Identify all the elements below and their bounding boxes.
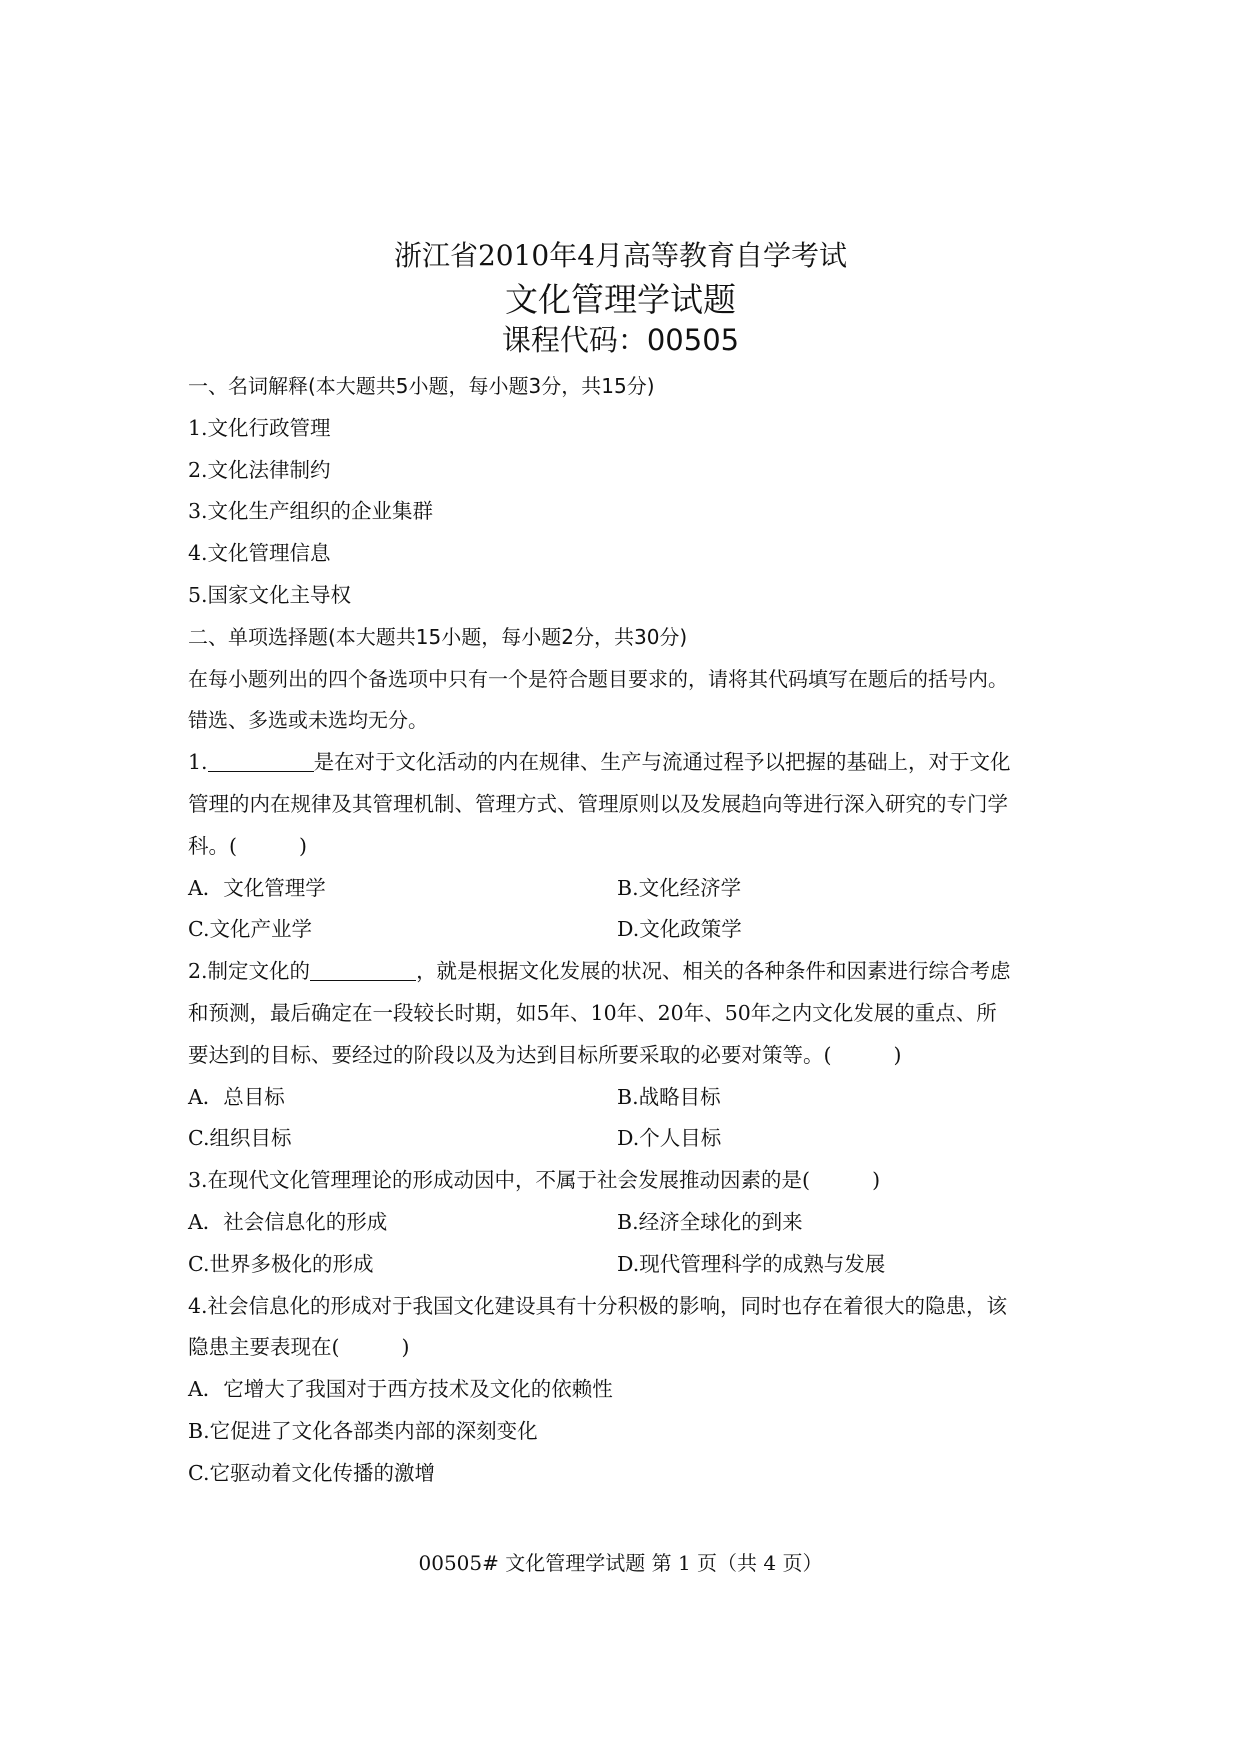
- options-row: [188, 1202, 1068, 1244]
- option-c: C.组织目标: [188, 1126, 292, 1151]
- question-text: 是在对于文化活动的内在规律、生产与流通过程予以把握的基础上，对于文化: [313, 750, 1011, 775]
- question-text: 3.在现代文化管理理论的形成动因中，不属于社会发展推动因素的是(: [188, 1168, 811, 1193]
- options-row: [188, 909, 1068, 951]
- option-d: D.文化政策学: [617, 917, 742, 942]
- option-a: A．社会信息化的形成: [188, 1209, 388, 1234]
- options-row: [188, 1077, 1068, 1119]
- section1-heading: 一、名词解释(本大题共5小题，每小题3分，共15分): [188, 374, 655, 398]
- option-a: A．它增大了我国对于西方技术及文化的依赖性: [188, 1377, 613, 1402]
- option-d: D.个人目标: [617, 1126, 722, 1151]
- question-1-line: 管理的内在规律及其管理机制、管理方式、管理原则以及发展趋向等进行深入研究的专门学: [188, 791, 1008, 816]
- options-row: [188, 868, 1068, 910]
- option-a: A．总目标: [188, 1084, 285, 1109]
- exam-title: 浙江省2010年4月高等教育自学考试: [393, 239, 848, 272]
- subject-title: 文化管理学试题: [505, 280, 736, 319]
- question-text: ): [893, 1042, 902, 1067]
- question-text: ): [299, 833, 307, 858]
- question-number: 1.: [188, 750, 208, 775]
- option-b: B.经济全球化的到来: [617, 1209, 803, 1234]
- question-text: ，就是根据文化发展的状况、相关的各种条件和因素进行综合考虑: [416, 959, 1011, 984]
- section2-heading: 二、单项选择题(本大题共15小题，每小题2分，共30分): [188, 624, 688, 649]
- option-c: C.世界多极化的形成: [188, 1251, 374, 1276]
- options-row: [188, 1244, 1068, 1286]
- question-4-line: [188, 1327, 1068, 1369]
- option-c: C.文化产业学: [188, 917, 312, 942]
- term-item: 3.文化生产组织的企业集群: [188, 499, 434, 524]
- question-2-line: [188, 951, 1068, 993]
- question-text: 隐患主要表现在(: [188, 1335, 340, 1360]
- question-1-line: [188, 826, 1068, 868]
- option-c: C.它驱动着文化传播的激增: [188, 1460, 435, 1485]
- question-4-line: 4.社会信息化的形成对于我国文化建设具有十分积极的影响，同时也存在着很大的隐患，该: [188, 1293, 1008, 1318]
- term-item: 1.文化行政管理: [188, 415, 331, 440]
- fill-blank: [310, 960, 416, 981]
- question-text: 要达到的目标、要经过的阶段以及为达到目标所要采取的必要对策等。(: [188, 1042, 832, 1067]
- term-item: 4.文化管理信息: [188, 541, 331, 566]
- question-text: ): [401, 1335, 410, 1360]
- fill-blank: [208, 751, 314, 772]
- question-2-line: [188, 1035, 1068, 1077]
- course-code: 课程代码：00505: [501, 323, 740, 357]
- page-footer: 00505# 文化管理学试题 第 1 页（共 4 页）: [418, 1551, 823, 1575]
- option-b: B.战略目标: [617, 1084, 721, 1109]
- option-a: A．文化管理学: [188, 875, 326, 900]
- option-d: D.现代管理科学的成熟与发展: [617, 1251, 886, 1276]
- question-2-line: 和预测，最后确定在一段较长时期，如5年、10年、20年、50年之内文化发展的重点、所: [188, 1000, 997, 1025]
- question-text: 2.制定文化的: [188, 959, 311, 984]
- options-row: [188, 1118, 1068, 1160]
- option-b: B.文化经济学: [617, 875, 742, 900]
- question-text: 科。(: [188, 833, 237, 858]
- term-item: 2.文化法律制约: [188, 457, 331, 482]
- section2-instruction: 错选、多选或未选均无分。: [188, 708, 428, 733]
- term-item: 5.国家文化主导权: [188, 582, 352, 607]
- section2-instruction: 在每小题列出的四个备选项中只有一个是符合题目要求的，请将其代码填写在题后的括号内。: [188, 666, 1008, 691]
- question-1-line: [188, 742, 1068, 784]
- question-3-line: [188, 1160, 1068, 1202]
- question-text: ): [872, 1168, 881, 1193]
- exam-body: [188, 366, 1068, 1495]
- option-b: B.它促进了文化各部类内部的深刻变化: [188, 1418, 538, 1443]
